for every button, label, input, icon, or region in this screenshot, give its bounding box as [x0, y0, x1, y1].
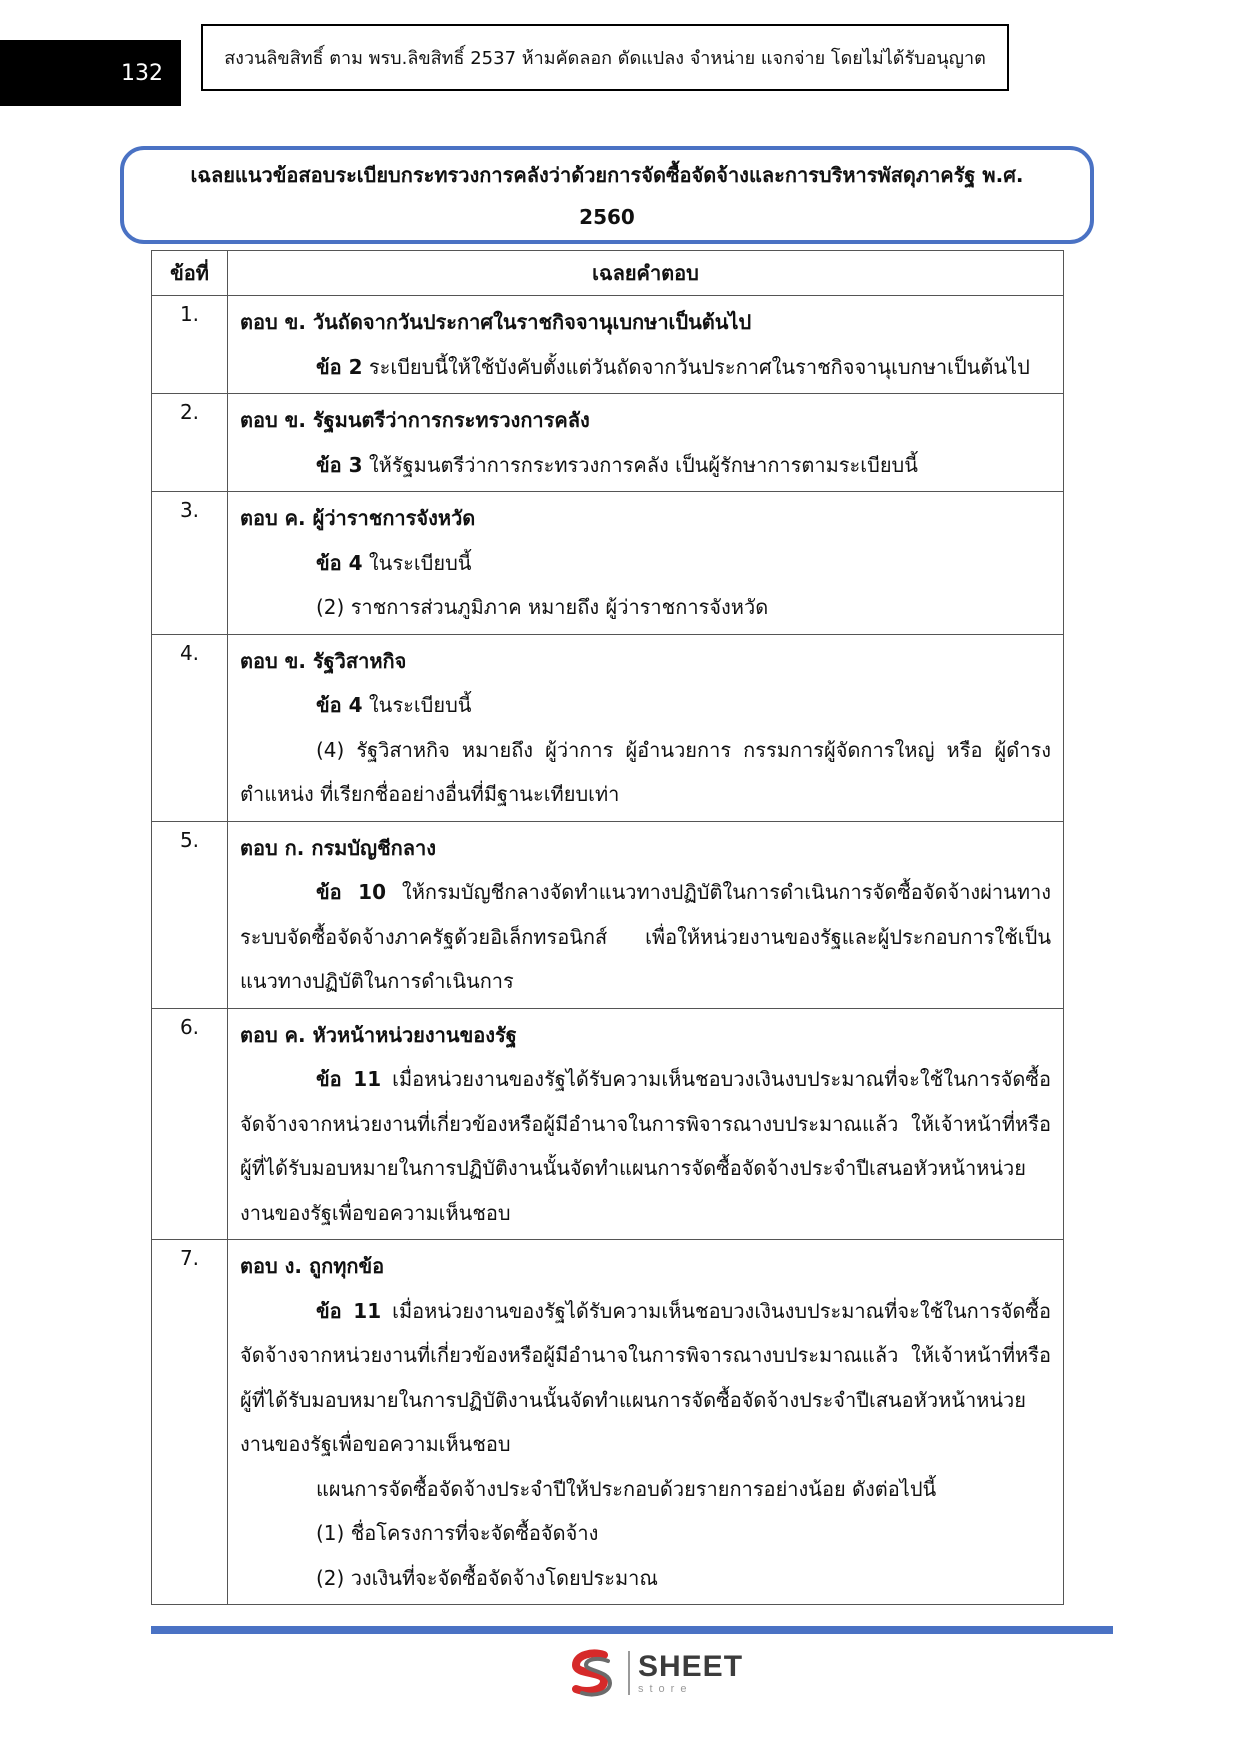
clause-ref: ข้อ 11: [316, 1298, 382, 1323]
row-number: 4.: [152, 634, 228, 821]
sub-clause: (4) รัฐวิสาหกิจ หมายถึง ผู้ว่าการ ผู้อำนวยการ กรรมการผู้จัดการใหญ่ หรือ ผู้ดำรงตำแหน่ง ที่เรียกชื่ออย่างอื่นที่มีฐานะเทียบเท่า: [240, 737, 1051, 806]
answer-heading: ตอบ ค. หัวหน้าหน่วยงานของรัฐ: [240, 1022, 517, 1047]
sheet-store-logo-icon: [564, 1645, 620, 1701]
row-number: 2.: [152, 394, 228, 492]
row-number: 1.: [152, 296, 228, 394]
sub-clause-item: (2) วงเงินที่จะจัดซื้อจัดจ้างโดยประมาณ: [316, 1565, 658, 1590]
table-header-row: [152, 251, 1064, 296]
table-row: [152, 296, 1064, 394]
table-row: [152, 492, 1064, 635]
clause-text: เมื่อหน่วยงานของรัฐได้รับความเห็นชอบวงเงินงบประมาณที่จะใช้ในการจัดซื้อจัดจ้างจากหน่วยงานที่เกี่ยวข้องหรือผู้มีอำนาจในการพิจารณางบประมาณแล้ว ให้เจ้าหน้าที่หรือผู้ที่ได้รับมอบหมายในการปฏิบัติงานนั้นจัดทำแผนการจัดซื้อจัดจ้างประจำปีเสนอหัวหน้าหน่วยงานของรัฐเพื่อขอความเห็นชอบ: [240, 1298, 1052, 1456]
answer-explanation: [240, 345, 1051, 390]
clause-text: ระเบียบนี้ให้ใช้บังคับตั้งแต่วันถัดจากวันประกาศในราชกิจจานุเบกษาเป็นต้นไป: [362, 354, 1030, 379]
answer-heading: ตอบ ค. ผู้ว่าราชการจังหวัด: [240, 506, 476, 530]
sub-clause: แผนการจัดซื้อจัดจ้างประจำปีให้ประกอบด้วยรายการอย่างน้อย ดังต่อไปนี้: [316, 1476, 937, 1501]
answer-explanation: [240, 1057, 1051, 1235]
clause-ref: ข้อ 11: [316, 1067, 382, 1091]
clause-ref: ข้อ 3: [316, 452, 363, 477]
answer-heading: ตอบ ก. กรมบัญชีกลาง: [240, 835, 437, 860]
logo-word: SHEET: [638, 1649, 744, 1683]
title-line-1: เฉลยแนวข้อสอบระเบียบกระทรวงการคลังว่าด้วยการจัดซื้อจัดจ้างและการบริหารพัสดุภาครัฐ พ.ศ.: [190, 163, 1024, 187]
answer-explanation: [240, 683, 1051, 728]
clause-ref: ข้อ 4: [316, 693, 363, 717]
footer-divider: [151, 1626, 1113, 1634]
answer-heading: ตอบ ข. วันถัดจากวันประกาศในราชกิจจานุเบกษาเป็นต้นไป: [240, 310, 752, 334]
page-number-text: 132: [121, 60, 163, 86]
table-row: [152, 1008, 1064, 1240]
answer-explanation: [240, 1289, 1051, 1467]
clause-text: ให้รัฐมนตรีว่าการกระทรวงการคลัง เป็นผู้รักษาการตามระเบียบนี้: [362, 452, 918, 477]
row-number: 6.: [152, 1008, 228, 1240]
answer-table: [151, 250, 1064, 1605]
answer-heading: ตอบ ง. ถูกทุกข้อ: [240, 1254, 385, 1278]
row-answer-cell: [228, 394, 1064, 492]
row-answer-cell: [228, 492, 1064, 635]
clause-text: ให้กรมบัญชีกลางจัดทำแนวทางปฏิบัติในการดำเนินการจัดซื้อจัดจ้างผ่านทางระบบจัดซื้อจัดจ้างภาครัฐด้วยอิเล็กทรอนิกส์ เพื่อให้หน่วยงานของรัฐและผู้ประกอบการใช้เป็นแนวทางปฏิบัติในการดำเนินการ: [240, 880, 1051, 993]
row-number: 3.: [152, 492, 228, 635]
row-number: 7.: [152, 1240, 228, 1605]
row-answer-cell: [228, 1008, 1064, 1240]
copyright-notice: [201, 24, 1009, 91]
row-number: 5.: [152, 821, 228, 1008]
sub-clause-item: (1) ชื่อโครงการที่จะจัดซื้อจัดจ้าง: [316, 1521, 599, 1545]
answer-explanation: [240, 443, 1051, 488]
row-answer-cell: [228, 296, 1064, 394]
column-header-number: ข้อที่: [152, 251, 228, 296]
table-row: [152, 634, 1064, 821]
table-row: [152, 821, 1064, 1008]
row-answer-cell: [228, 821, 1064, 1008]
answer-explanation: [240, 541, 1051, 586]
answer-explanation: [240, 870, 1051, 1004]
logo-subword: store: [638, 1682, 693, 1695]
clause-ref: ข้อ 4: [316, 550, 363, 575]
title-line-2: 2560: [579, 205, 635, 229]
page-number: [0, 40, 181, 106]
page-title: [120, 146, 1094, 244]
column-header-answer: เฉลยคำตอบ: [228, 251, 1064, 296]
clause-text: ในระเบียบนี้: [362, 550, 472, 575]
logo-text: [638, 1649, 744, 1695]
logo-divider: [628, 1651, 630, 1695]
row-answer-cell: [228, 634, 1064, 821]
row-answer-cell: [228, 1240, 1064, 1605]
clause-ref: ข้อ 2: [316, 354, 363, 379]
table-row: [152, 394, 1064, 492]
answer-heading: ตอบ ข. รัฐมนตรีว่าการกระทรวงการคลัง: [240, 408, 590, 432]
clause-ref: ข้อ 10: [316, 880, 387, 904]
clause-text: เมื่อหน่วยงานของรัฐได้รับความเห็นชอบวงเงินงบประมาณที่จะใช้ในการจัดซื้อจัดจ้างจากหน่วยงานที่เกี่ยวข้องหรือผู้มีอำนาจในการพิจารณางบประมาณแล้ว ให้เจ้าหน้าที่หรือผู้ที่ได้รับมอบหมายในการปฏิบัติงานนั้นจัดทำแผนการจัดซื้อจัดจ้างประจำปีเสนอหัวหน้าหน่วยงานของรัฐเพื่อขอความเห็นชอบ: [240, 1067, 1052, 1225]
sheet-store-logo: [564, 1645, 743, 1701]
clause-text: ในระเบียบนี้: [362, 693, 472, 717]
sub-clause: (2) ราชการส่วนภูมิภาค หมายถึง ผู้ว่าราชการจังหวัด: [316, 595, 769, 619]
table-row: [152, 1240, 1064, 1605]
copyright-text: สงวนลิขสิทธิ์ ตาม พรบ.ลิขสิทธิ์ 2537 ห้ามคัดลอก ดัดแปลง จำหน่าย แจกจ่าย โดยไม่ได้รับอนุญาต: [224, 48, 986, 69]
answer-heading: ตอบ ข. รัฐวิสาหกิจ: [240, 648, 407, 673]
